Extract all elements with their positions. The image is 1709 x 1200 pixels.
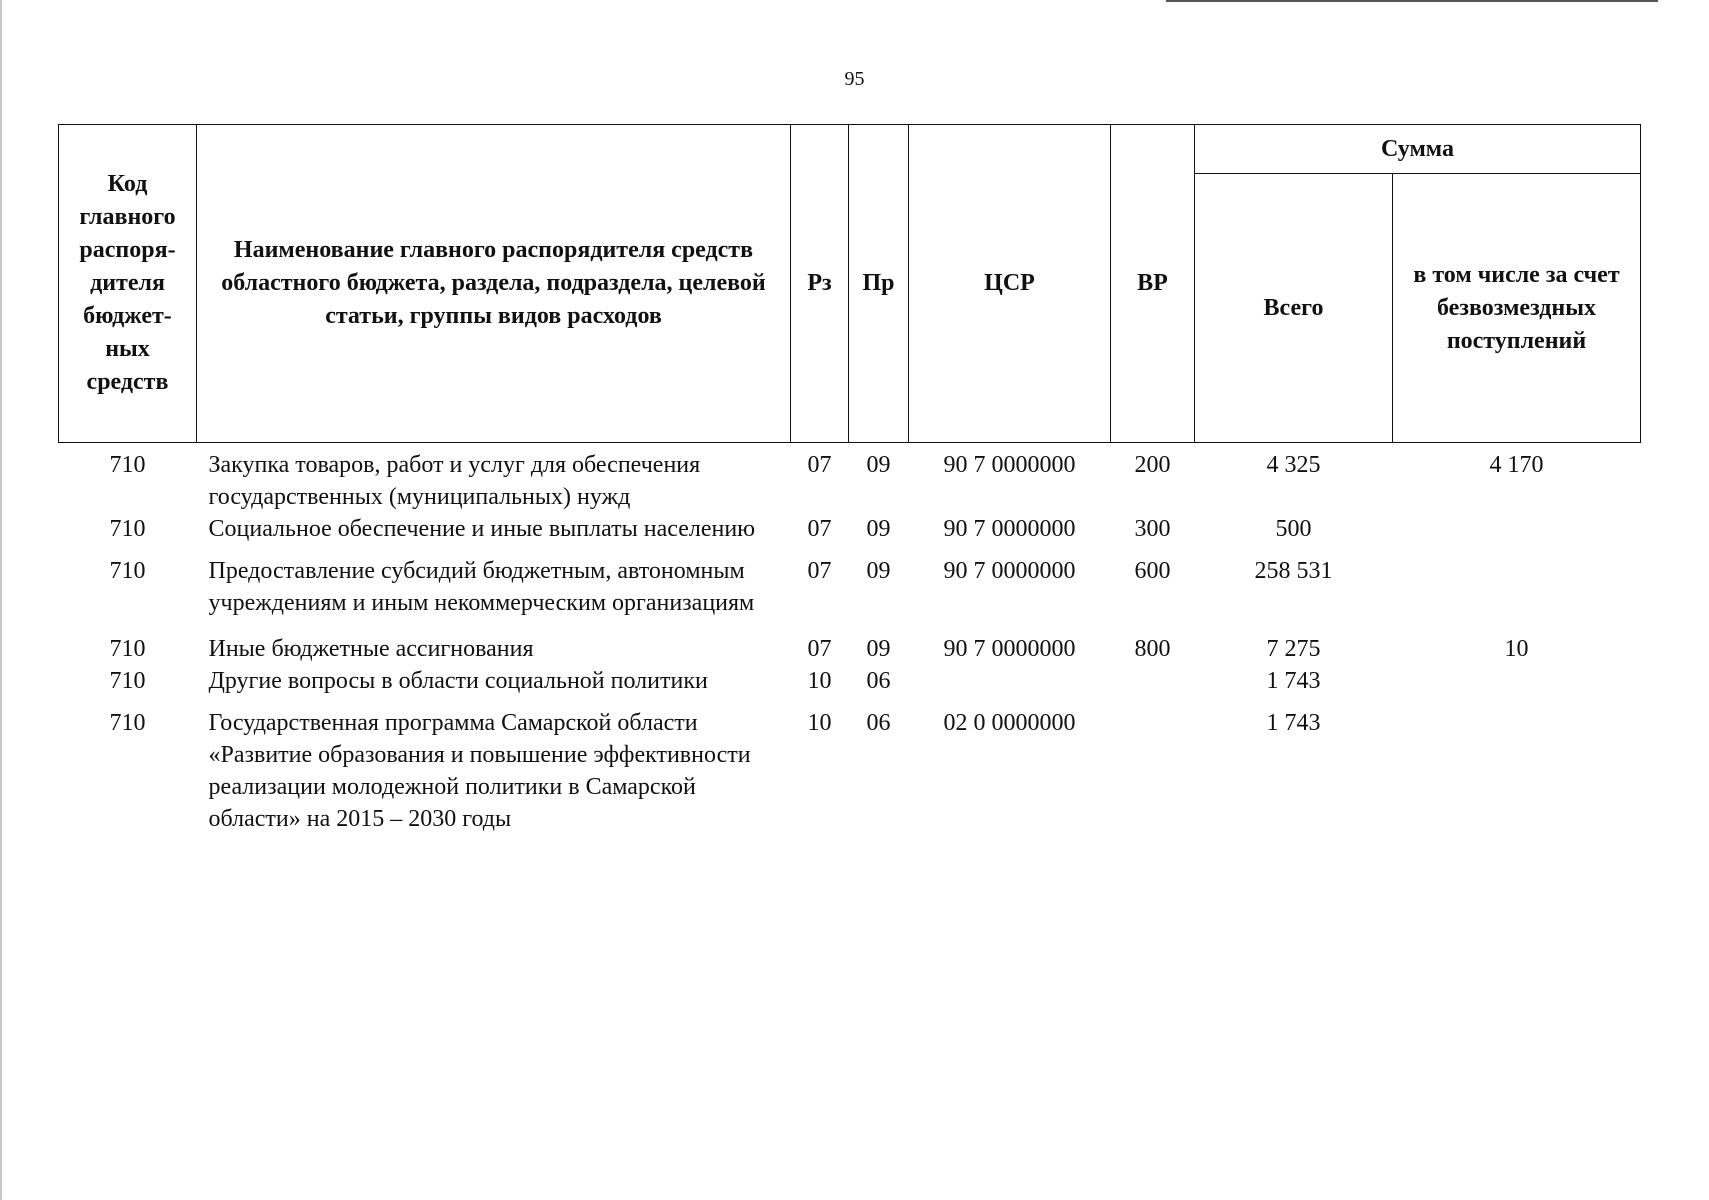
cell-code: 710 [109, 668, 146, 694]
cell-rz: 07 [807, 516, 832, 542]
cell-name: Закупка товаров, работ и услуг для обеспечения государственных (муниципальных) нужд [208, 452, 701, 510]
cell-free [1393, 513, 1641, 545]
cell-code: 710 [109, 710, 146, 736]
table-row [59, 545, 1641, 619]
cell-vr [1111, 665, 1195, 697]
cell-name: Социальное обеспечение и иные выплаты населению [208, 516, 756, 542]
cell-total: 1 743 [1266, 710, 1321, 736]
header-name: Наименование главного распорядителя средств областного бюджета, раздела, подраздела, целевой статьи, группы видов расходов [197, 125, 791, 443]
cell-rz: 10 [807, 710, 832, 736]
cell-vr [1111, 697, 1195, 835]
scan-top-rule [1166, 0, 1658, 2]
table-row [59, 443, 1641, 514]
cell-name: Другие вопросы в области социальной политики [208, 668, 708, 694]
cell-total: 500 [1275, 516, 1312, 542]
header-rz: Рз [791, 125, 849, 443]
cell-code: 710 [109, 636, 146, 662]
cell-total: 4 325 [1266, 452, 1321, 478]
cell-free [1393, 697, 1641, 835]
cell-pr: 09 [866, 558, 891, 584]
table-row [59, 697, 1641, 835]
cell-csr: 90 7 0000000 [943, 636, 1076, 662]
cell-pr: 09 [866, 452, 891, 478]
cell-free: 4 170 [1489, 452, 1544, 478]
cell-vr: 800 [1134, 636, 1171, 662]
cell-vr: 200 [1134, 452, 1171, 478]
cell-code: 710 [109, 558, 146, 584]
cell-free [1393, 545, 1641, 619]
cell-code: 710 [109, 452, 146, 478]
cell-vr: 600 [1134, 558, 1171, 584]
cell-pr: 09 [866, 636, 891, 662]
header-sum: Сумма [1195, 125, 1641, 174]
header-total: Всего [1195, 174, 1393, 443]
table-row [59, 665, 1641, 697]
cell-free [1393, 665, 1641, 697]
cell-csr: 02 0 0000000 [943, 710, 1076, 736]
cell-csr: 90 7 0000000 [943, 452, 1076, 478]
cell-name: Иные бюджетные ассигнования [208, 636, 534, 662]
cell-csr: 90 7 0000000 [943, 558, 1076, 584]
cell-rz: 07 [807, 636, 832, 662]
header-code: Код главного распоря-дителя бюджет-ных средств [59, 125, 197, 443]
table-row [59, 619, 1641, 665]
header-free: в том числе за счет безвозмездных поступлений [1393, 174, 1641, 443]
cell-total: 258 531 [1254, 558, 1333, 584]
cell-pr: 06 [866, 668, 891, 694]
cell-csr [909, 665, 1111, 697]
header-csr: ЦСР [909, 125, 1111, 443]
cell-total: 7 275 [1266, 636, 1321, 662]
table-body [59, 443, 1641, 836]
header-pr: Пр [849, 125, 909, 443]
cell-csr: 90 7 0000000 [943, 516, 1076, 542]
cell-pr: 09 [866, 516, 891, 542]
table-header [59, 125, 1641, 443]
cell-total: 1 743 [1266, 668, 1321, 694]
cell-free: 10 [1504, 636, 1529, 662]
table-row [59, 513, 1641, 545]
cell-code: 710 [109, 516, 146, 542]
header-vr: ВР [1111, 125, 1195, 443]
cell-rz: 10 [807, 668, 832, 694]
cell-rz: 07 [807, 558, 832, 584]
cell-name: Предоставление субсидий бюджетным, автономным учреждениям и иным некоммерческим организациям [208, 558, 755, 616]
scan-left-edge [0, 0, 2, 1200]
cell-vr: 300 [1134, 516, 1171, 542]
cell-name: Государственная программа Самарской области «Развитие образования и повышение эффективности реализации молодежной политики в Самарской области» на 2015 – 2030 годы [208, 710, 751, 832]
cell-rz: 07 [807, 452, 832, 478]
budget-table [58, 124, 1641, 835]
page-number: 95 [844, 68, 865, 90]
cell-pr: 06 [866, 710, 891, 736]
